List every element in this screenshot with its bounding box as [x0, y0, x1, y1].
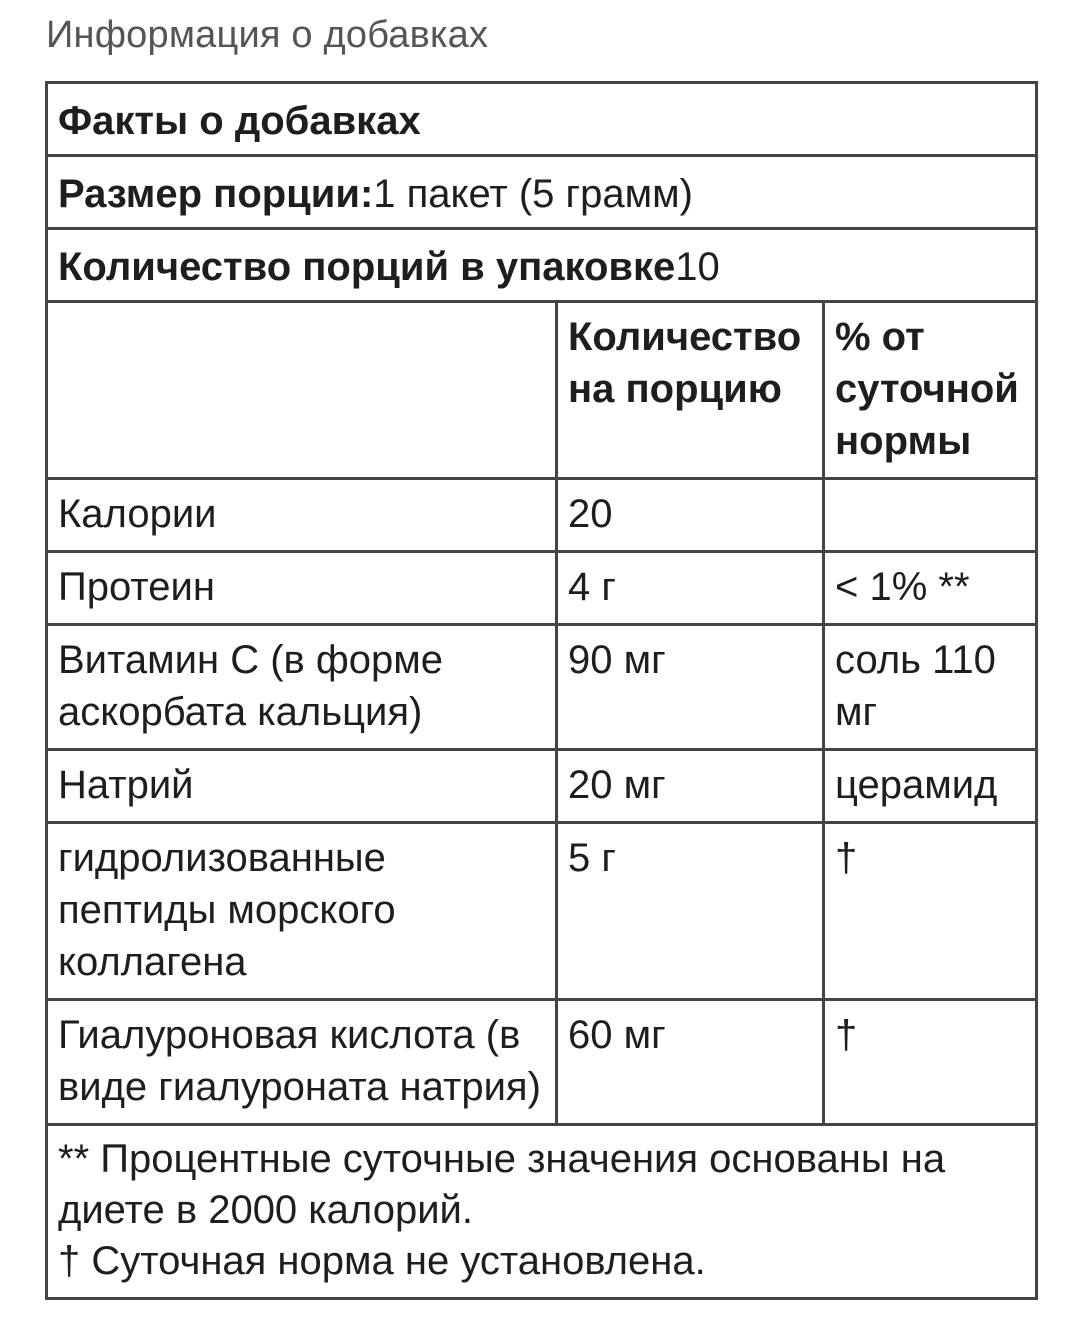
nutrient-amount: 90 мг: [557, 625, 824, 750]
servings-per-container-cell: [47, 229, 1037, 302]
serving-size-row: [47, 156, 1037, 229]
not-established-footnote: † Суточная норма не установлена.: [58, 1239, 706, 1283]
nutrient-amount: 5 г: [557, 823, 824, 1000]
serving-size-cell: [47, 156, 1037, 229]
column-header-blank: [47, 302, 557, 479]
nutrient-name: Калории: [47, 479, 557, 552]
table-row: [47, 479, 1037, 552]
nutrient-daily-value: < 1% **: [824, 552, 1037, 625]
column-header-daily-value: % от суточной нормы: [824, 302, 1037, 479]
nutrient-amount: 4 г: [557, 552, 824, 625]
footnotes-cell: [47, 1125, 1037, 1299]
servings-per-container-value: 10: [675, 245, 720, 289]
column-header-amount: Количество на порцию: [557, 302, 824, 479]
nutrient-daily-value: церамид: [824, 750, 1037, 823]
footnotes-row: [47, 1125, 1037, 1299]
table-row: [47, 1000, 1037, 1125]
table-row: [47, 552, 1037, 625]
section-title: Информация о добавках: [46, 14, 489, 56]
nutrient-amount: 60 мг: [557, 1000, 824, 1125]
facts-title: Факты о добавках: [47, 83, 1037, 156]
nutrient-amount: 20 мг: [557, 750, 824, 823]
serving-size-label: Размер порции:: [58, 172, 374, 216]
column-header-row: [47, 302, 1037, 479]
nutrient-amount: 20: [557, 479, 824, 552]
nutrient-daily-value: †: [824, 1000, 1037, 1125]
nutrient-name: Гиалуроновая кислота (в виде гиалуроната натрия): [47, 1000, 557, 1125]
table-row: [47, 823, 1037, 1000]
table-row: [47, 625, 1037, 750]
nutrient-name: Натрий: [47, 750, 557, 823]
nutrient-daily-value: [824, 479, 1037, 552]
serving-size-value: 1 пакет (5 грамм): [373, 172, 693, 216]
facts-title-row: [47, 83, 1037, 156]
servings-per-container-row: [47, 229, 1037, 302]
servings-per-container-label: Количество порций в упаковке: [58, 245, 676, 289]
daily-values-footnote: ** Процентные суточные значения основаны на диете в 2000 калорий.: [58, 1137, 946, 1232]
table-row: [47, 750, 1037, 823]
nutrient-name: Протеин: [47, 552, 557, 625]
nutrient-daily-value: †: [824, 823, 1037, 1000]
supplement-facts-table: [45, 81, 1038, 1300]
nutrient-name: гидролизованные пептиды морского коллагена: [47, 823, 557, 1000]
nutrient-daily-value: соль 110 мг: [824, 625, 1037, 750]
nutrient-name: Витамин С (в форме аскорбата кальция): [47, 625, 557, 750]
